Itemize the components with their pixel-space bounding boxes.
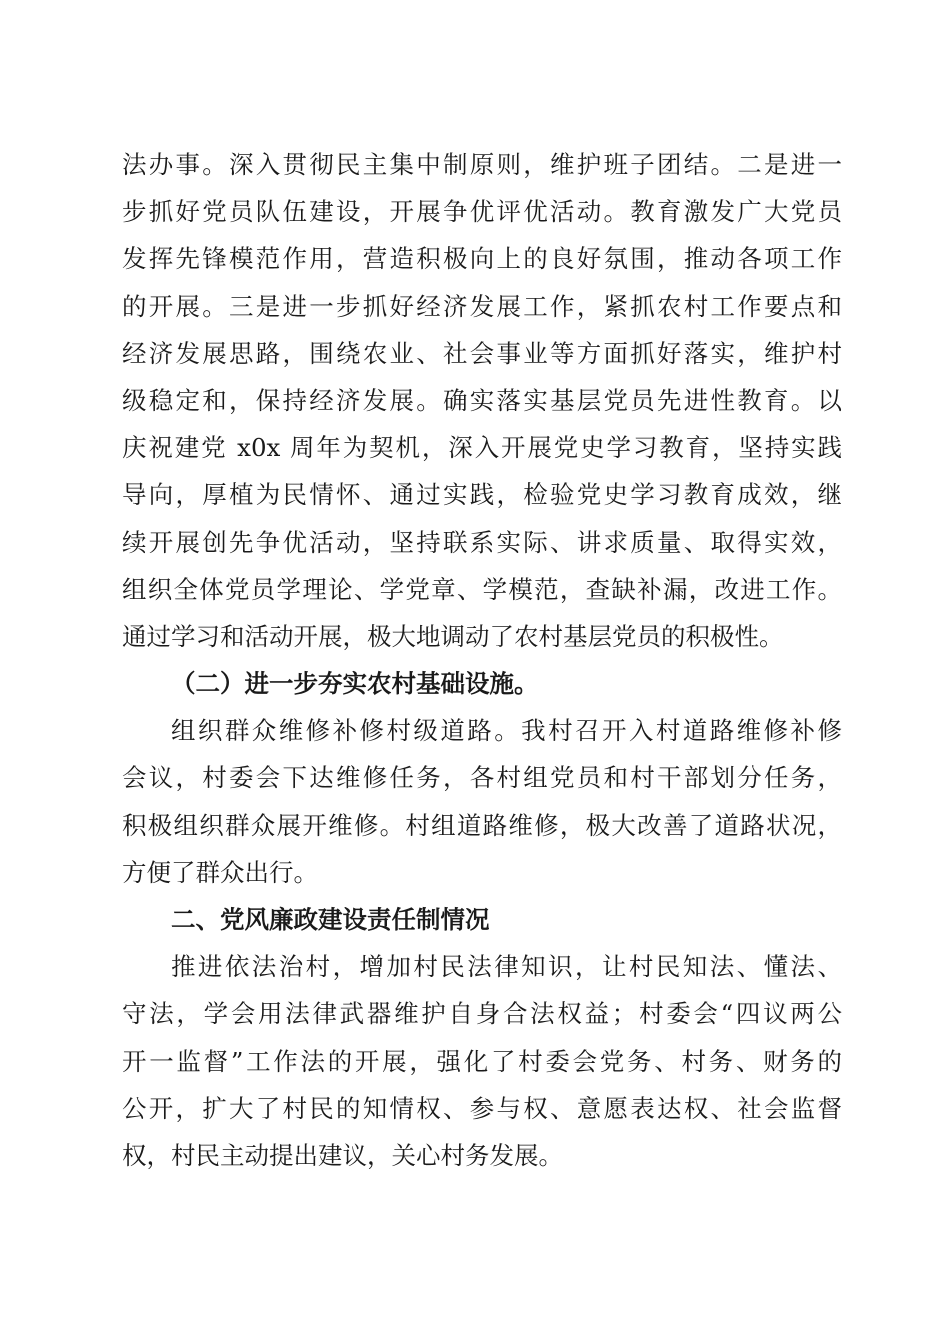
text-line: 权，村民主动提出建议，关心村务发展。 bbox=[122, 1140, 563, 1170]
paragraph-rule-of-law bbox=[122, 943, 842, 1179]
subheading-infrastructure: （二）进一步夯实农村基础设施。 bbox=[171, 669, 539, 699]
text-line: 的开展。三是进一步抓好经济发展工作，紧抓农村工作要点和 bbox=[122, 291, 842, 321]
text-line: 组织全体党员学理论、学党章、学模范，查缺补漏，改进工作。 bbox=[122, 574, 842, 604]
text-line: 守法，学会用法律武器维护自身合法权益；村委会“四议两公 bbox=[122, 999, 842, 1029]
text-line: 级稳定和，保持经济发展。确实落实基层党员先进性教育。以 bbox=[122, 385, 842, 415]
text-line: 导向，厚植为民情怀、通过实践，检验党史学习教育成效，继 bbox=[122, 480, 842, 510]
document-body bbox=[122, 141, 842, 1179]
section-heading-integrity: 二、党风廉政建设责任制情况 bbox=[171, 905, 490, 934]
text-line: 方便了群众出行。 bbox=[122, 857, 318, 887]
paragraph-party-building bbox=[122, 141, 842, 660]
text-line: 开一监督”工作法的开展，强化了村委会党务、村务、财务的 bbox=[122, 1046, 842, 1076]
text-line: 积极组织群众展开维修。村组道路维修，极大改善了道路状况， bbox=[122, 810, 842, 840]
text-line: 步抓好党员队伍建设，开展争优评优活动。教育激发广大党员 bbox=[122, 197, 842, 227]
text-line: 续开展创先争优活动，坚持联系实际、讲求质量、取得实效， bbox=[122, 527, 842, 557]
text-line: 推进依法治村，增加村民法律知识，让村民知法、懂法、 bbox=[171, 952, 842, 982]
text-line: 通过学习和活动开展，极大地调动了农村基层党员的积极性。 bbox=[122, 621, 784, 651]
text-line: 公开，扩大了村民的知情权、参与权、意愿表达权、社会监督 bbox=[122, 1093, 842, 1123]
text-line: 庆祝建党 x0x 周年为契机，深入开展党史学习教育，坚持实践 bbox=[122, 433, 842, 463]
text-line: 经济发展思路，围绕农业、社会事业等方面抓好落实，维护村 bbox=[122, 338, 842, 368]
paragraph-road-repair bbox=[122, 707, 842, 896]
text-line: 发挥先锋模范作用，营造积极向上的良好氛围，推动各项工作 bbox=[122, 244, 842, 274]
text-line: 法办事。深入贯彻民主集中制原则，维护班子团结。二是进一 bbox=[122, 150, 842, 179]
text-line: 组织群众维修补修村级道路。我村召开入村道路维修补修 bbox=[171, 716, 842, 746]
text-line: 会议，村委会下达维修任务，各村组党员和村干部划分任务， bbox=[122, 763, 842, 793]
